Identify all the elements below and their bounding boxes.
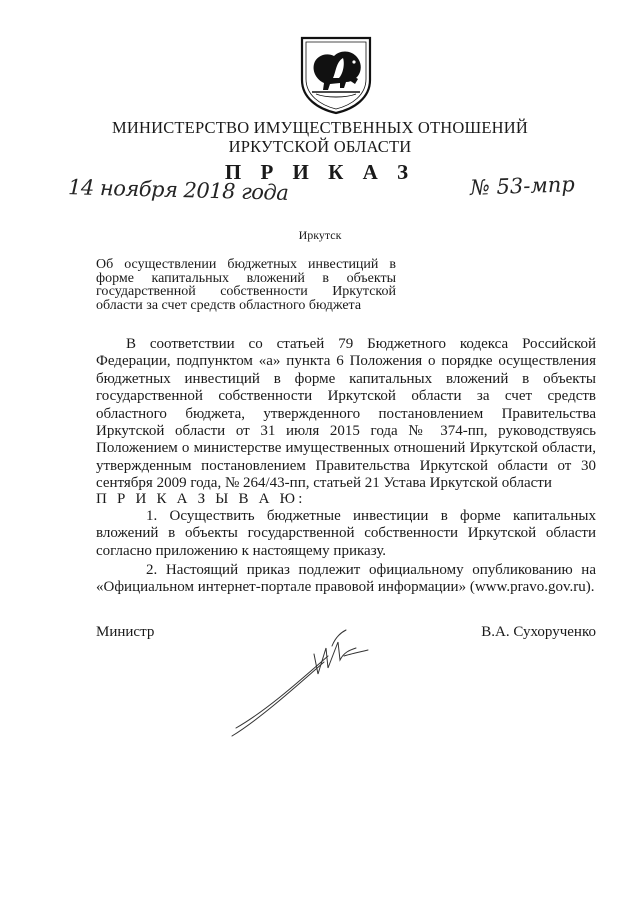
- handwritten-number: № 53-мпр: [469, 172, 576, 200]
- preamble-paragraph: В соответствии со статьей 79 Бюджетного кодекса Российской Федерации, подпунктом «а» пункта 6 Положения о порядке осуществления бюджетных инвестиций в форме капитальных вложений в объекты государственной собственности Иркутской области за счет средств областного бюджета, утвержденного постановлением Правительства Иркутской области от 31 июля 2015 года № 374-пп, руководствуясь Положением о министерстве имущественных отношений Иркутской области, утвержденным постановлением Правительства Иркутской области от 30 сентября 2009 года, № 264/43-пп, статьей 21 Устава Иркутской области: [96, 336, 596, 492]
- order-item-1: 1. Осуществить бюджетные инвестиции в форме капитальных вложений в объекты государственной собственности Иркутской области согласно приложению к настоящему приказу.: [96, 508, 596, 559]
- decree-word: П Р И К А З Ы В А Ю:: [96, 491, 306, 507]
- order-subject: Об осуществлении бюджетных инвестиций в форме капитальных вложений в объекты государственной собственности Иркутской области за счет средств областного бюджета: [96, 257, 396, 313]
- document-type-title: П Р И К А З: [224, 160, 416, 184]
- order-item-2: 2. Настоящий приказ подлежит официальному опубликованию на «Официальном интернет-портале правовой информации» (www.pravo.gov.ru).: [96, 562, 596, 596]
- irkutsk-coat-of-arms-icon: [296, 34, 376, 116]
- org-name-line2: ИРКУТСКОЙ ОБЛАСТИ: [228, 137, 412, 156]
- city-label: Иркутск: [298, 228, 342, 242]
- signer-position: Министр: [96, 624, 155, 640]
- org-name-line1: МИНИСТЕРСТВО ИМУЩЕСТВЕННЫХ ОТНОШЕНИЙ: [111, 118, 528, 137]
- handwritten-date: 14 ноября 2018 года: [67, 175, 289, 205]
- handwritten-signature: [228, 628, 378, 740]
- signer-name: В.А. Сухорученко: [481, 624, 596, 640]
